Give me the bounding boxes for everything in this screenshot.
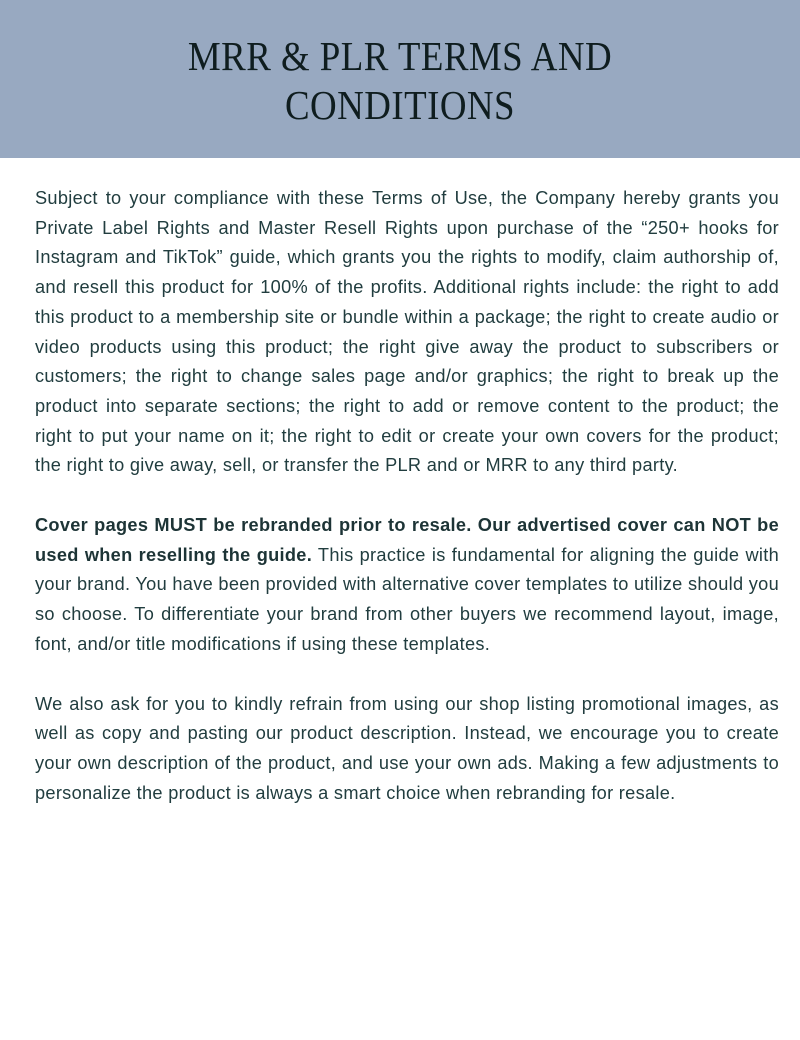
page-title-line-1: MRR & PLR TERMS AND <box>187 33 613 79</box>
cover-rebrand-paragraph <box>35 511 779 660</box>
cover-rebrand-notice: Cover pages MUST be rebranded prior to resale. Our advertised cover can NOT be used when reselling the guide. <box>35 515 779 565</box>
cover-rebrand-details: This practice is fundamental for aligning the guide with your brand. You have been provided with alternative cover templates to utilize should you so choose. To differentiate your brand from other buyers we recommend layout, image, font, and/or title modifications if using these templates. <box>35 544 780 654</box>
listing-images-paragraph: We also ask for you to kindly refrain from using our shop listing promotional images, as well as copy and pasting our product description. Instead, we encourage you to create your own description of the product, and use your own ads. Making a few adjustments to personalize the product is always a smart choice when rebranding for resale. <box>35 693 779 803</box>
page-title-line-2: CONDITIONS <box>284 82 515 128</box>
rights-paragraph: Subject to your compliance with these Terms of Use, the Company hereby grants you Private Label Rights and Master Resell Rights upon purchase of the “250+ hooks for Instagram and TikTok” guide, which grants you the rights to modify, claim authorship of, and resell this product for 100% of the profits. Additional rights include: the right to add this product to a membership site or bundle within a package; the right to create audio or video products using this product; the right give away the product to subscribers or customers; the right to change sales page and/or graphics; the right to break up the product into separate sections; the right to add or remove content to the product; the right to put your name on it; the right to edit or create your own covers for the product; the right to give away, sell, or transfer the PLR and or MRR to any third party. <box>35 188 779 476</box>
terms-body <box>35 184 779 808</box>
page-title <box>40 32 760 130</box>
